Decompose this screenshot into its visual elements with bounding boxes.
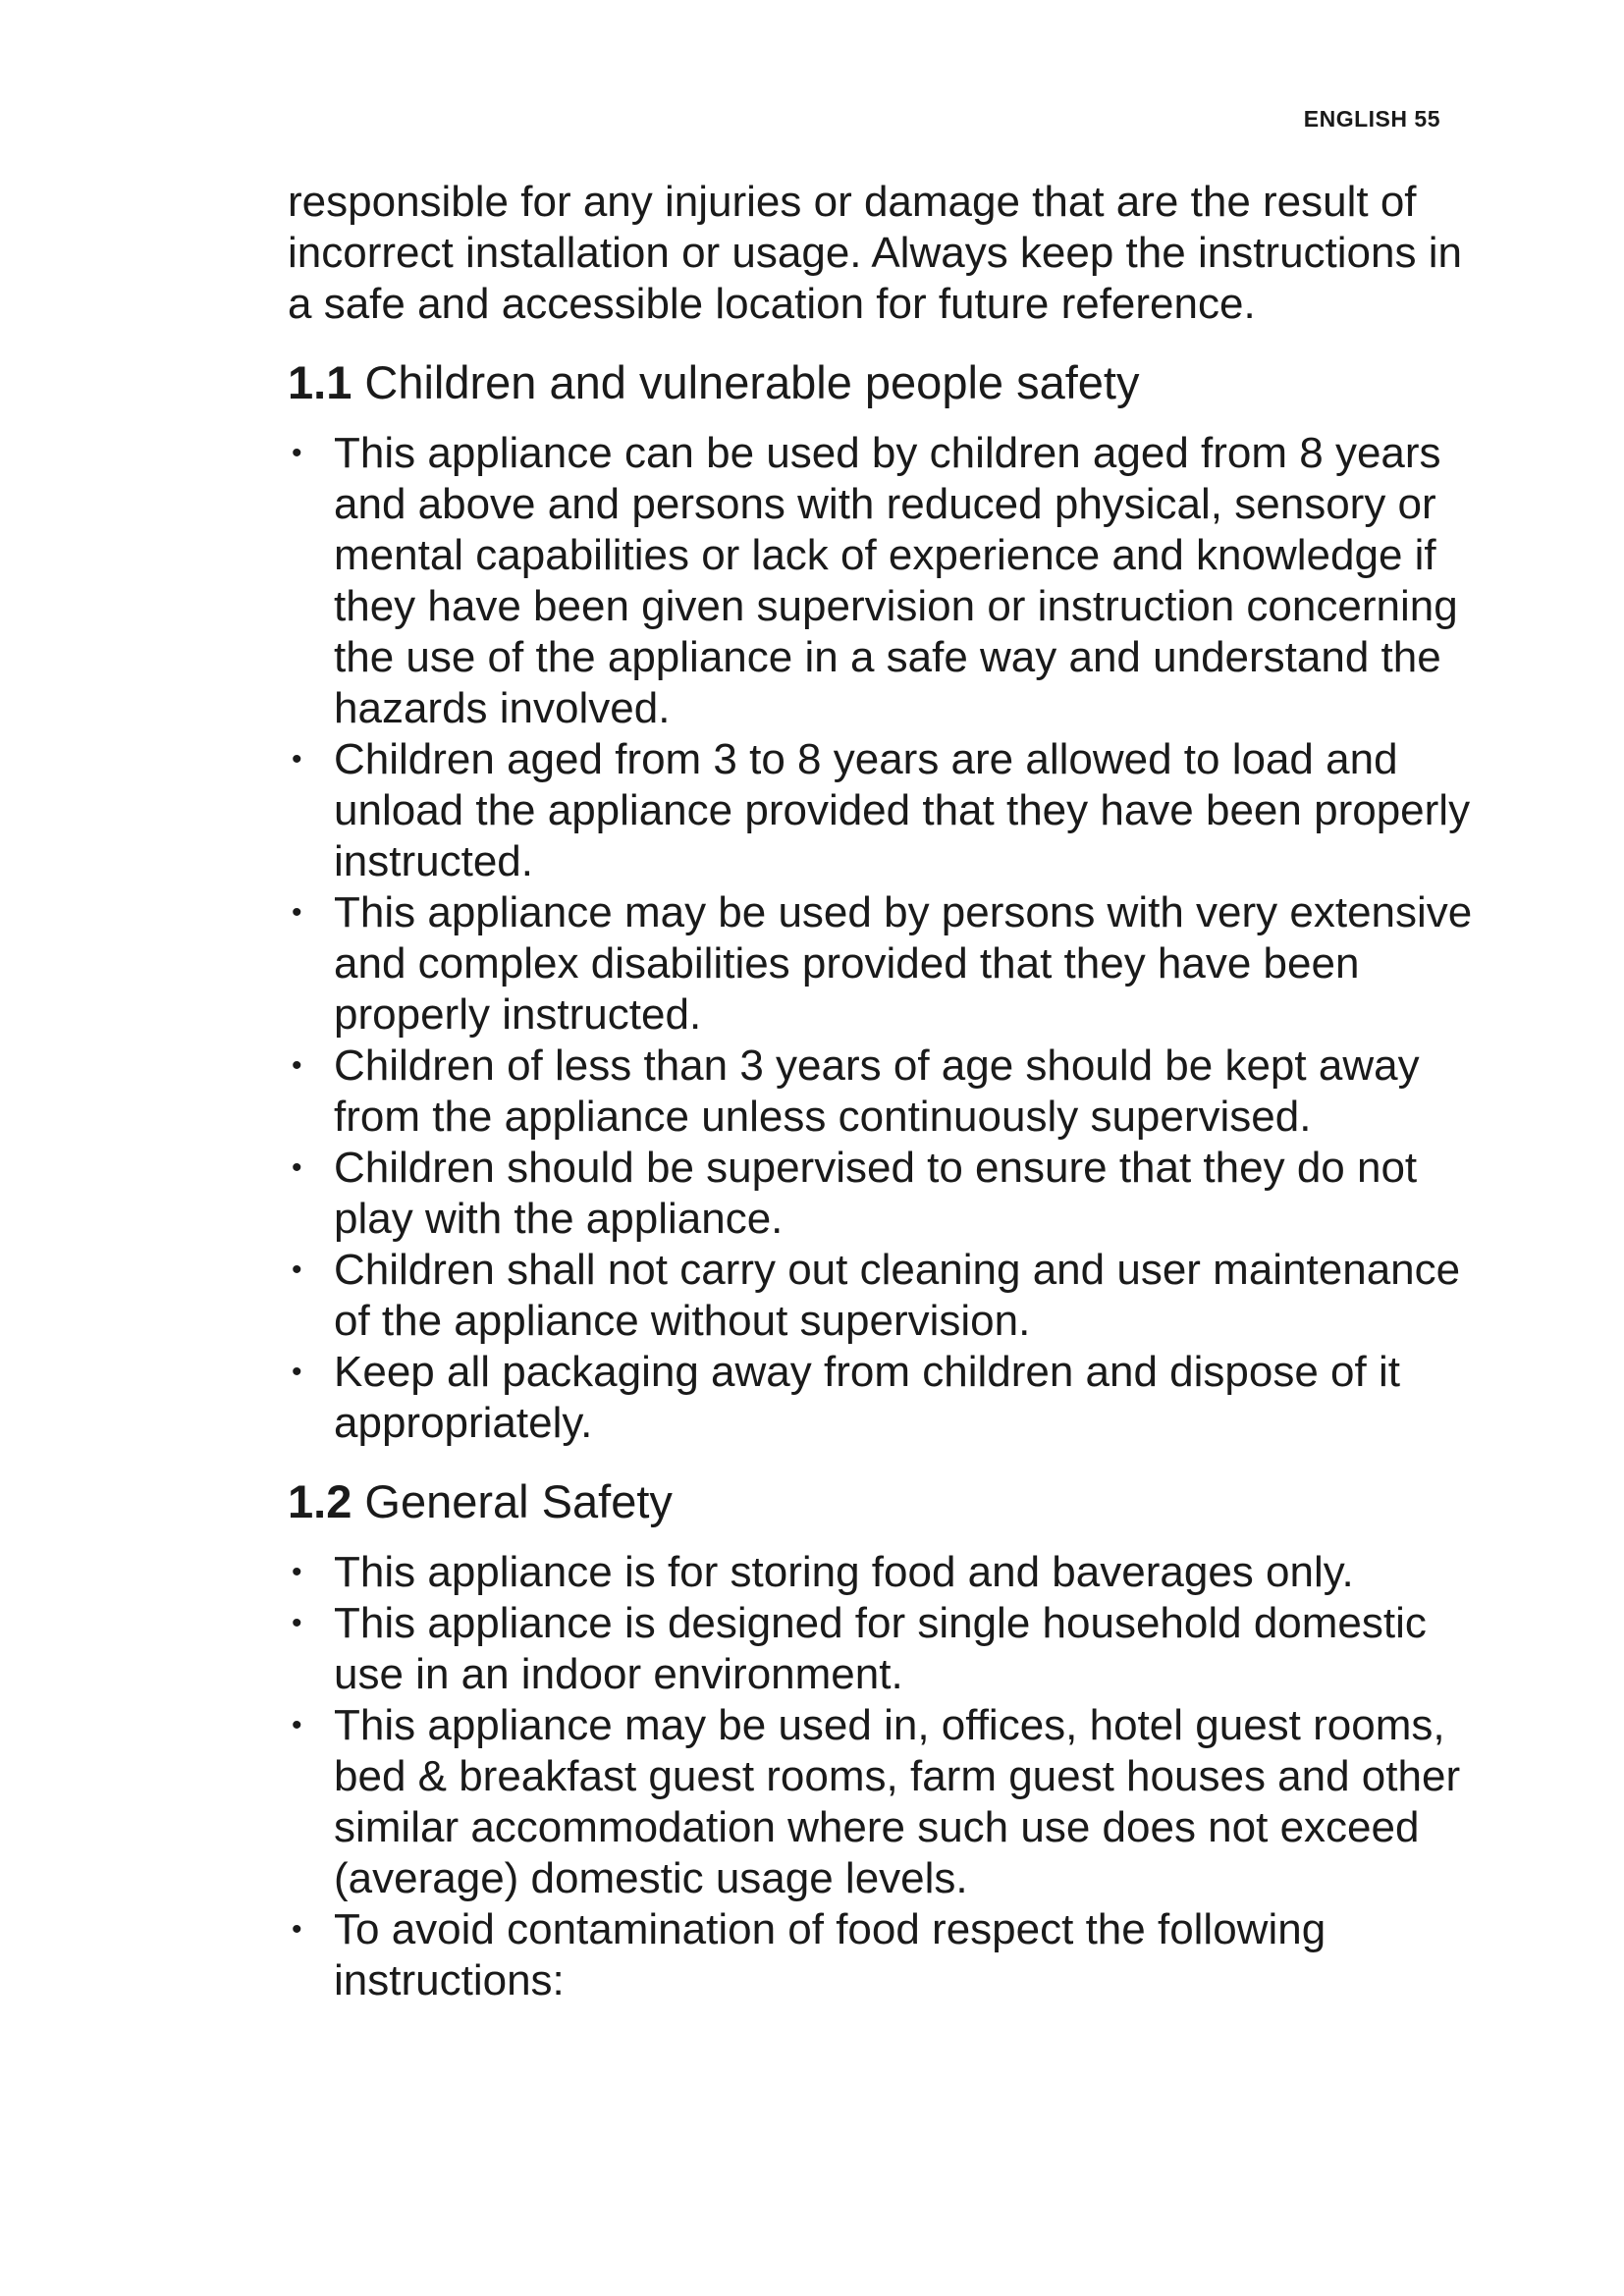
- bullet-icon: •: [292, 1254, 302, 1286]
- bullet-icon: •: [292, 896, 302, 929]
- bullet-list: [288, 428, 1495, 1449]
- bullet-icon: •: [292, 743, 302, 775]
- list-item: [288, 1598, 1495, 1700]
- list-item-text: Children aged from 3 to 8 years are allowed to load and unload the appliance provided that they have been properly instructed.: [334, 735, 1471, 885]
- bullet-icon: •: [292, 1151, 302, 1184]
- list-item: [288, 1700, 1495, 1904]
- list-item-text: This appliance can be used by children aged from 8 years and above and persons with reduced physical, sensory or mental capabilities or lack of experience and knowledge if they have been given supervision or instruction concerning the use of the appliance in a safe way and understand the hazards involved.: [334, 429, 1458, 732]
- list-item-text: This appliance may be used by persons with very extensive and complex disabilities provided that they have been properly instructed.: [334, 888, 1473, 1039]
- list-item-text: Children of less than 3 years of age should be kept away from the appliance unless continuously supervised.: [334, 1041, 1420, 1141]
- page-number-label: ENGLISH 55: [1303, 106, 1440, 132]
- list-item: [288, 1347, 1495, 1449]
- intro-paragraph: responsible for any injuries or damage that are the result of incorrect installation or usage. Always keep the instructions in a safe and accessible location for future reference.: [288, 178, 1462, 328]
- bullet-icon: •: [292, 1356, 302, 1388]
- list-item: [288, 1547, 1495, 1598]
- section-number: 1.1: [288, 356, 352, 408]
- bullet-icon: •: [292, 1709, 302, 1741]
- list-item-text: This appliance is designed for single household domestic use in an indoor environment.: [334, 1599, 1427, 1698]
- section-children-safety: [288, 355, 1495, 1449]
- bullet-list: [288, 1547, 1495, 2006]
- bullet-icon: •: [292, 1913, 302, 1946]
- list-item: [288, 1904, 1495, 2006]
- bullet-icon: •: [292, 1607, 302, 1639]
- bullet-icon: •: [292, 437, 302, 469]
- list-item: [288, 428, 1495, 734]
- bullet-icon: •: [292, 1556, 302, 1588]
- section-heading: [288, 355, 1495, 410]
- list-item-text: This appliance may be used in, offices, hotel guest rooms, bed & breakfast guest rooms, farm guest houses and other similar accommodation where such use does not exceed (average) domestic usage levels.: [334, 1701, 1461, 1902]
- list-item-text: To avoid contamination of food respect the following instructions:: [334, 1905, 1326, 2004]
- list-item-text: Children should be supervised to ensure that they do not play with the appliance.: [334, 1144, 1418, 1243]
- list-item: [288, 734, 1495, 887]
- list-item: [288, 887, 1495, 1041]
- list-item: [288, 1245, 1495, 1347]
- section-title: General Safety: [364, 1475, 673, 1527]
- list-item: [288, 1143, 1495, 1245]
- list-item-text: Children shall not carry out cleaning and user maintenance of the appliance without supervision.: [334, 1246, 1461, 1345]
- list-item-text: Keep all packaging away from children and dispose of it appropriately.: [334, 1348, 1400, 1447]
- section-title: Children and vulnerable people safety: [364, 356, 1140, 408]
- bullet-icon: •: [292, 1049, 302, 1082]
- list-item: [288, 1041, 1495, 1143]
- section-heading: [288, 1474, 1495, 1529]
- list-item-text: This appliance is for storing food and baverages only.: [334, 1548, 1354, 1596]
- section-general-safety: [288, 1474, 1495, 2006]
- document-body: [288, 177, 1495, 2006]
- section-number: 1.2: [288, 1475, 352, 1527]
